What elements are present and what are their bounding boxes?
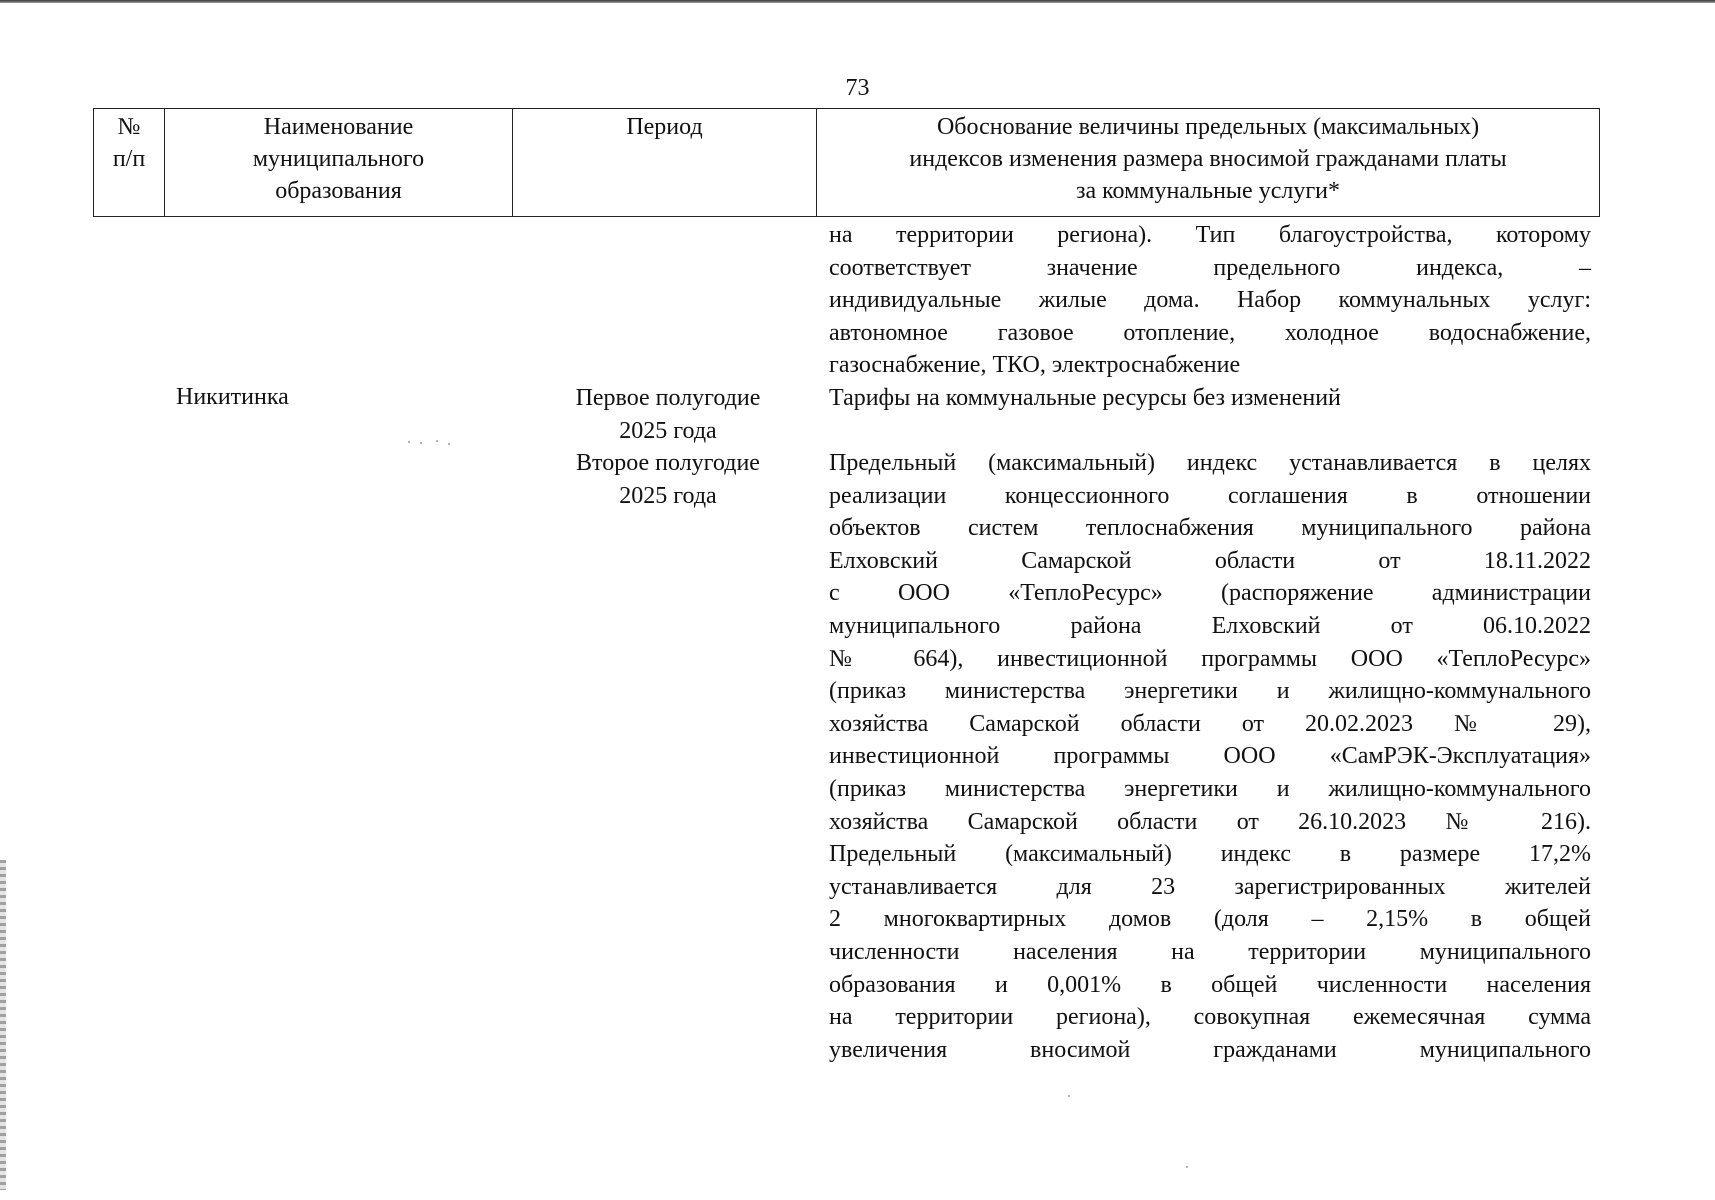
header-justification-line: индексов изменения размера вносимой гражданами платы [909, 146, 1507, 172]
justification-line: инвестиционной программы ООО «СамРЭК-Эксплуатация» [829, 743, 1591, 770]
justification-line: устанавливается для 23 зарегистрированных жителей [829, 873, 1591, 900]
period-first-half [528, 382, 808, 447]
municipality-name: Никитинка [176, 384, 289, 410]
justification-line: Предельный (максимальный) индекс устанавливается в целях [829, 450, 1591, 476]
header-municipality-line: образования [275, 178, 402, 204]
justification-line: образования и 0,001% в общей численности населения [829, 971, 1591, 998]
period-line: Первое полугодие [575, 385, 761, 411]
justification-line: численности населения на территории муниципального [829, 938, 1591, 965]
justification-line: (приказ министерства энергетики и жилищно-коммунального [829, 775, 1591, 802]
justification-line: муниципального района Елховский от 06.10.2022 [829, 612, 1591, 639]
header-municipality-line: муниципального [252, 146, 425, 172]
scan-speck [408, 441, 410, 443]
scan-edge-left [0, 860, 6, 1190]
period-line: Второе полугодие [576, 450, 760, 476]
justification-line: 2 многоквартирных домов (доля – 2,15% в общей [829, 906, 1591, 933]
period-line: 2025 года [619, 417, 717, 444]
scan-speck [420, 442, 422, 444]
justification-line: увеличения вносимой гражданами муниципального [829, 1036, 1591, 1063]
continued-line: на территории региона). Тип благоустройства, которому [829, 222, 1591, 248]
justification-line: Тарифы на коммунальные ресурсы без изменений [829, 385, 1341, 411]
continued-line: газоснабжение, ТКО, электроснабжение [829, 352, 1241, 379]
justification-line: реализации концессионного соглашения в отношении [829, 482, 1591, 509]
scan-speck [436, 440, 438, 442]
justification-line: Елховский Самарской области от 18.11.2022 [829, 547, 1591, 574]
justification-line: на территории региона), совокупная ежемесячная сумма [829, 1004, 1591, 1031]
continued-line: соответствует значение предельного индекса, – [829, 254, 1591, 281]
page-number: 73 [845, 75, 870, 101]
header-cell-period [513, 109, 817, 217]
header-period-line: Период [626, 114, 703, 140]
scan-speck [1186, 1166, 1188, 1168]
justification-line: (приказ министерства энергетики и жилищно-коммунального [829, 678, 1591, 705]
header-number-line: п/п [112, 146, 146, 172]
justification-line: № 664), инвестиционной программы ООО «ТеплоРесурс» [829, 645, 1591, 672]
scan-edge-top [0, 0, 1715, 3]
period-second-half [528, 447, 808, 512]
justification-first-half [829, 382, 1591, 415]
justification-line: хозяйства Самарской области от 20.02.2023 № 29), [829, 710, 1591, 737]
header-cell-municipality [165, 109, 513, 217]
header-cell-justification [817, 109, 1600, 217]
scan-speck [1068, 1095, 1070, 1097]
scan-speck [448, 443, 450, 445]
header-justification-line: за коммунальные услуги* [1075, 178, 1341, 204]
header-cell-number [94, 109, 165, 217]
header-number-line: № [117, 114, 141, 140]
justification-second-half [829, 447, 1591, 1066]
justification-line: хозяйства Самарской области от 26.10.2023 № 216). [829, 808, 1591, 835]
justification-line: объектов систем теплоснабжения муниципального района [829, 515, 1591, 542]
period-line: 2025 года [619, 482, 717, 509]
table-header [93, 108, 1600, 217]
header-justification-line: Обоснование величины предельных (максимальных) [936, 114, 1480, 140]
continued-justification [829, 219, 1591, 382]
header-municipality-line: Наименование [263, 114, 414, 140]
continued-line: автономное газовое отопление, холодное водоснабжение, [829, 319, 1591, 346]
justification-line: Предельный (максимальный) индекс в размере 17,2% [829, 841, 1591, 868]
continued-line: индивидуальные жилые дома. Набор коммунальных услуг: [829, 287, 1591, 314]
justification-line: с ООО «ТеплоРесурс» (распоряжение администрации [829, 580, 1591, 607]
